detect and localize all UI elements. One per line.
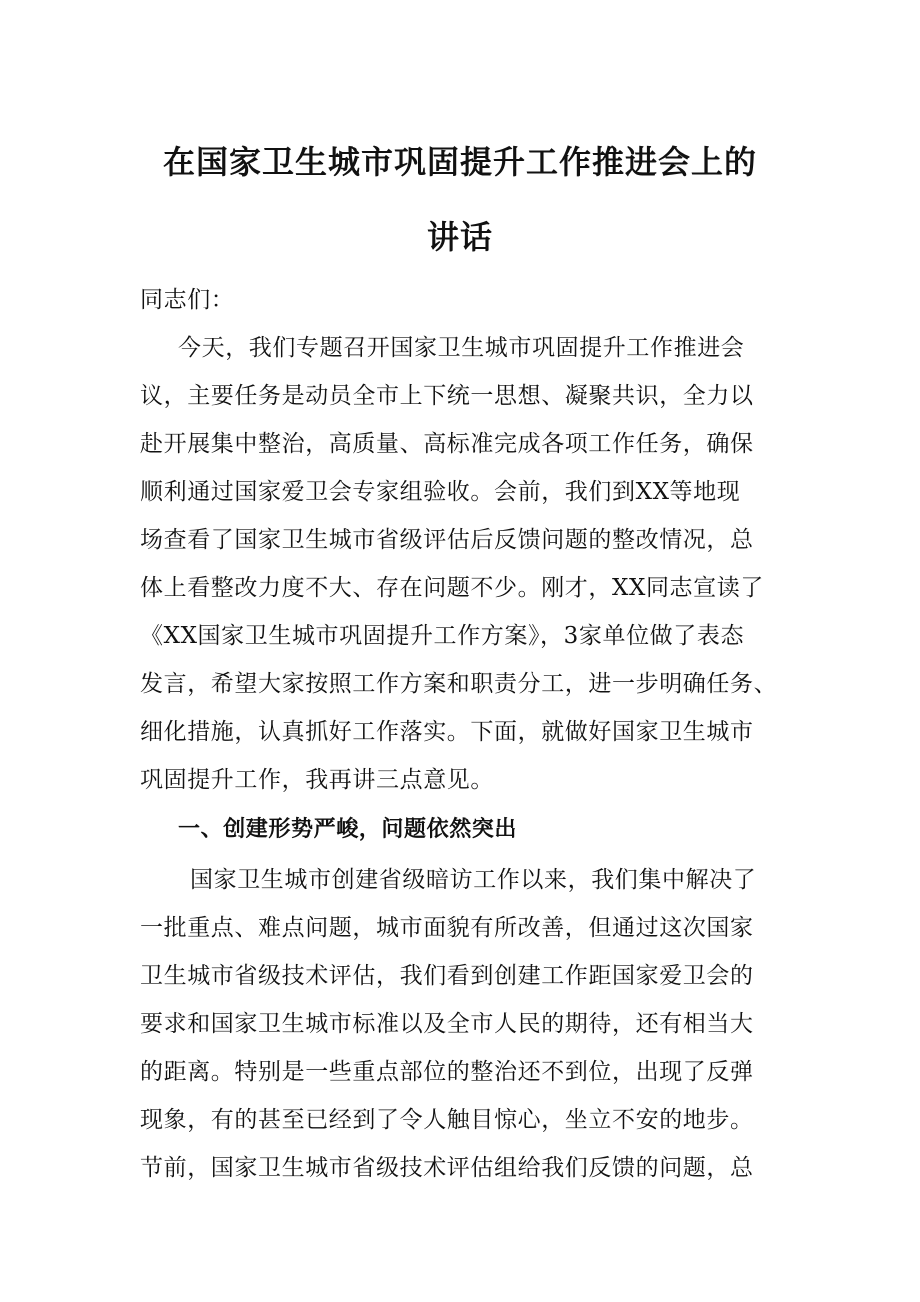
paragraph-1-line: 体上看整改力度不大、存在问题不少。刚才，XX同志宣读了 [140,575,764,601]
section-heading-1: 一、创建形势严峻，问题依然突出 [178,817,518,842]
paragraph-2-line: 的距离。特别是一些重点部位的整治还不到位，出现了反弹 [140,1059,754,1085]
document-title-line-2: 讲话 [426,218,493,256]
paragraph-1-line: 《XX国家卫生城市巩固提升工作方案》，3家单位做了表态 [140,623,745,649]
paragraph-1-line: 今天，我们专题召开国家卫生城市巩固提升工作推进会 [178,335,745,361]
paragraph-2-line: 卫生城市省级技术评估，我们看到创建工作距国家爱卫会的 [140,963,754,989]
salutation: 同志们： [140,287,235,313]
paragraph-1-line: 议，主要任务是动员全市上下统一思想、凝聚共识，全力以 [140,383,754,409]
paragraph-1-line: 场查看了国家卫生城市省级评估后反馈问题的整改情况，总 [140,527,754,553]
paragraph-2-line: 要求和国家卫生城市标准以及全市人民的期待，还有相当大 [140,1011,754,1037]
paragraph-2-line: 一批重点、难点问题，城市面貌有所改善，但通过这次国家 [140,915,754,941]
document-title-line-1: 在国家卫生城市巩固提升工作推进会上的 [162,143,757,181]
paragraph-1-line: 赴开展集中整治，高质量、高标准完成各项工作任务，确保 [140,431,754,457]
paragraph-1-line: 发言，希望大家按照工作方案和职责分工，进一步明确任务、 [140,671,778,697]
paragraph-2-line: 现象，有的甚至已经到了令人触目惊心，坐立不安的地步。 [140,1107,754,1133]
paragraph-2-line: 节前，国家卫生城市省级技术评估组给我们反馈的问题，总 [140,1155,754,1181]
paragraph-1-line: 细化措施，认真抓好工作落实。下面，就做好国家卫生城市 [140,719,754,745]
paragraph-1-line: 顺利通过国家爱卫会专家组验收。会前，我们到XX等地现 [140,479,741,505]
paragraph-2-line: 国家卫生城市创建省级暗访工作以来，我们集中解决了 [190,867,757,893]
paragraph-1-line: 巩固提升工作，我再讲三点意见。 [140,767,494,793]
